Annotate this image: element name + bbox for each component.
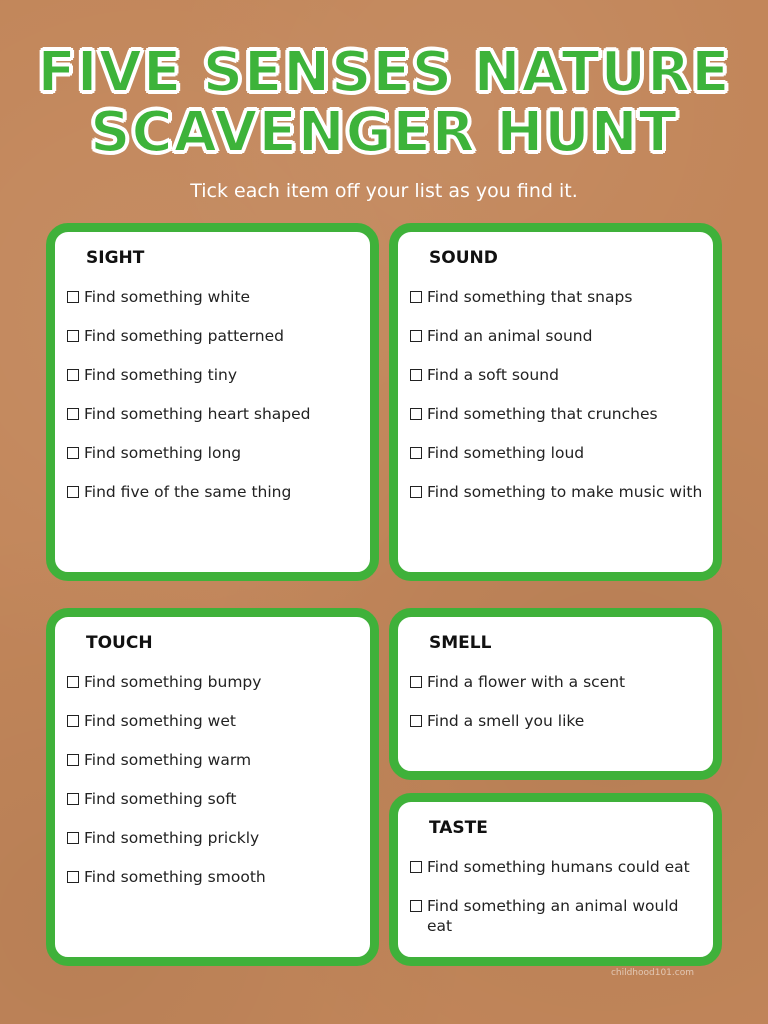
item-text: Find something white <box>84 288 251 306</box>
page-title-line-1: FIVE SENSES NATURE <box>37 40 731 105</box>
taste-title: TASTE <box>429 818 488 838</box>
item-text: Find something prickly <box>84 829 260 847</box>
list-item <box>67 482 360 502</box>
item-text: Find something warm <box>84 751 252 769</box>
smell-card <box>389 608 722 780</box>
item-text: Find something to make music with <box>427 483 703 501</box>
list-item <box>67 365 360 385</box>
item-text: Find something patterned <box>84 327 285 345</box>
footer-credit: childhood101.com <box>610 968 694 978</box>
sound-card <box>389 223 722 581</box>
item-text: Find a flower with a scent <box>427 673 626 691</box>
item-text: Find something wet <box>84 712 236 730</box>
list-item <box>410 672 703 692</box>
list-item <box>410 287 703 307</box>
checkbox[interactable] <box>67 330 79 342</box>
checkbox[interactable] <box>67 291 79 303</box>
checkbox[interactable] <box>67 754 79 766</box>
list-item <box>67 750 360 770</box>
checkbox[interactable] <box>410 486 422 498</box>
checkbox[interactable] <box>67 715 79 727</box>
checkbox[interactable] <box>410 291 422 303</box>
checkbox[interactable] <box>410 715 422 727</box>
item-text: Find something smooth <box>84 868 266 886</box>
touch-title: TOUCH <box>86 633 153 653</box>
sound-list <box>410 287 703 521</box>
list-item <box>410 404 703 424</box>
item-text: Find something heart shaped <box>84 405 311 423</box>
list-item <box>410 711 703 731</box>
sound-title: SOUND <box>429 248 498 268</box>
checkbox[interactable] <box>67 793 79 805</box>
list-item <box>67 672 360 692</box>
taste-list <box>410 857 703 955</box>
checkbox[interactable] <box>67 871 79 883</box>
touch-card <box>46 608 379 966</box>
page-title-line-2: SCAVENGER HUNT <box>90 100 678 165</box>
item-text: Find a soft sound <box>427 366 559 384</box>
list-item <box>410 365 703 385</box>
list-item <box>410 482 703 502</box>
sight-list <box>67 287 360 521</box>
item-text: Find something tiny <box>84 366 238 384</box>
checkbox[interactable] <box>410 408 422 420</box>
list-item <box>67 326 360 346</box>
page-subtitle: Tick each item off your list as you find it. <box>190 180 578 202</box>
item-text: Find five of the same thing <box>84 483 292 501</box>
list-item <box>67 867 360 887</box>
sight-title: SIGHT <box>86 248 145 268</box>
sight-card <box>46 223 379 581</box>
item-text: Find something an animal would eat <box>427 897 679 935</box>
checkbox[interactable] <box>67 832 79 844</box>
item-text: Find something humans could eat <box>427 858 690 876</box>
list-item <box>410 857 703 877</box>
checkbox[interactable] <box>410 447 422 459</box>
item-text: Find a smell you like <box>427 712 585 730</box>
checkbox[interactable] <box>410 330 422 342</box>
item-text: Find something that crunches <box>427 405 658 423</box>
smell-title: SMELL <box>429 633 492 653</box>
checkbox[interactable] <box>67 447 79 459</box>
smell-list <box>410 672 703 750</box>
checkbox[interactable] <box>410 369 422 381</box>
checkbox[interactable] <box>67 676 79 688</box>
list-item <box>67 287 360 307</box>
list-item <box>67 711 360 731</box>
item-text: Find something that snaps <box>427 288 633 306</box>
taste-card <box>389 793 722 966</box>
list-item <box>410 896 703 936</box>
list-item <box>67 789 360 809</box>
touch-list <box>67 672 360 906</box>
list-item <box>67 828 360 848</box>
list-item <box>410 326 703 346</box>
item-text: Find something soft <box>84 790 237 808</box>
checkbox[interactable] <box>410 676 422 688</box>
item-text: Find an animal sound <box>427 327 593 345</box>
checkbox[interactable] <box>67 369 79 381</box>
list-item <box>410 443 703 463</box>
item-text: Find something bumpy <box>84 673 262 691</box>
checkbox[interactable] <box>67 408 79 420</box>
list-item <box>67 443 360 463</box>
item-text: Find something long <box>84 444 242 462</box>
checkbox[interactable] <box>410 861 422 873</box>
checkbox[interactable] <box>410 900 422 912</box>
item-text: Find something loud <box>427 444 585 462</box>
checkbox[interactable] <box>67 486 79 498</box>
list-item <box>67 404 360 424</box>
